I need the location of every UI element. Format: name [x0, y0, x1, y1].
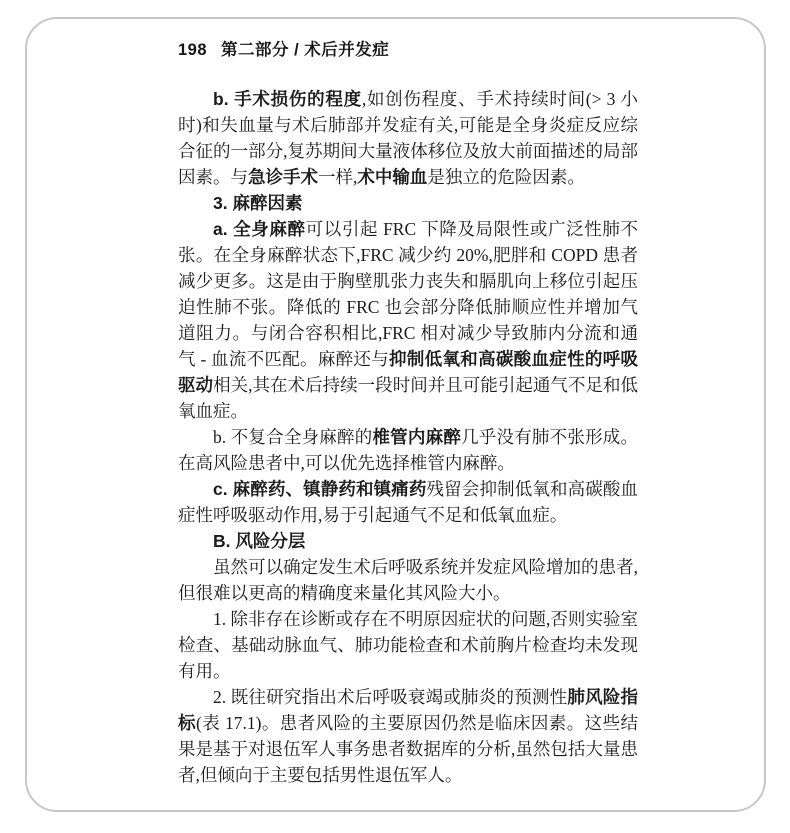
page-header — [178, 40, 638, 60]
text-run: (表 17.1)。患者风险的主要原因仍然是临床因素。这些结果是基于对退伍军人事务患者数据库的分析,虽然包括大量患者,但倾向于主要包括男性退伍军人。 — [178, 713, 639, 785]
text-run: 是独立的危险因素。 — [427, 167, 585, 187]
emphasis-text-run: a. 全身麻醉 — [213, 219, 306, 239]
paragraph — [178, 476, 638, 528]
text-run: 相关,其在术后持续一段时间并且可能引起通气不足和低氧血症。 — [178, 375, 639, 421]
text-run: 残留会抑制低氧和高碳酸血症性呼吸驱动作用,易于引起通气不足和低氧血症。 — [178, 479, 638, 525]
body-text — [178, 86, 638, 788]
paragraph — [178, 554, 638, 606]
text-run: b. 不复合全身麻醉的 — [213, 427, 373, 447]
text-run: 几乎没有肺不张形成。在高风险患者中,可以优先选择椎管内麻醉。 — [178, 427, 639, 473]
emphasis-text-run: 抑制低氧和高碳酸血症性的呼吸驱动 — [178, 349, 639, 395]
emphasis-text-run: c. 麻醉药、镇静药和镇痛药 — [213, 479, 427, 499]
paragraph — [178, 424, 638, 476]
paragraph — [178, 606, 638, 684]
paragraph — [178, 216, 638, 424]
emphasis-text-run: b. 手术损伤的程度 — [213, 89, 362, 109]
text-run: ,如创伤程度、手术持续时间(> 3 小时)和失血量与术后肺部并发症有关,可能是全身炎症反应综合征的一部分,复苏期间大量液体移位及放大前面描述的局部因素。与 — [178, 89, 638, 187]
emphasis-text-run: 急诊手术 — [248, 167, 318, 187]
paragraph — [178, 528, 638, 554]
text-run: 1. 除非存在诊断或存在不明原因症状的问题,否则实验室检查、基础动脉血气、肺功能检查和术前胸片检查均未发现有用。 — [178, 609, 638, 681]
text-run: 2. 既往研究指出术后呼吸衰竭或肺炎的预测性 — [213, 687, 568, 707]
page-number: 198 — [178, 41, 208, 59]
paragraph — [178, 86, 638, 190]
emphasis-text-run: 术中输血 — [357, 167, 428, 187]
paragraph — [178, 190, 638, 216]
text-run: 一样, — [318, 167, 358, 187]
page-content — [178, 40, 638, 788]
emphasis-text-run: B. 风险分层 — [213, 531, 306, 551]
emphasis-text-run: 椎管内麻醉 — [372, 427, 462, 447]
text-run: 可以引起 FRC 下降及局限性或广泛性肺不张。在全身麻醉状态下,FRC 减少约 20%,肥胖和 COPD 患者减少更多。这是由于胸壁肌张力丧失和膈肌向上移位引起压迫性肺不张。降低的 FRC 也会部分降低肺顺应性并增加气道阻力。与闭合容积相比,FRC 相对减少导致肺内分流和通气 - 血流不匹配。麻醉还与 — [178, 219, 638, 369]
text-run: 虽然可以确定发生术后呼吸系统并发症风险增加的患者,但很难以更高的精确度来量化其风险大小。 — [178, 557, 638, 603]
emphasis-text-run: 肺风险指标 — [178, 687, 639, 733]
emphasis-text-run: 3. 麻醉因素 — [213, 193, 303, 213]
paragraph — [178, 684, 638, 788]
section-title: 第二部分 / 术后并发症 — [221, 41, 390, 59]
